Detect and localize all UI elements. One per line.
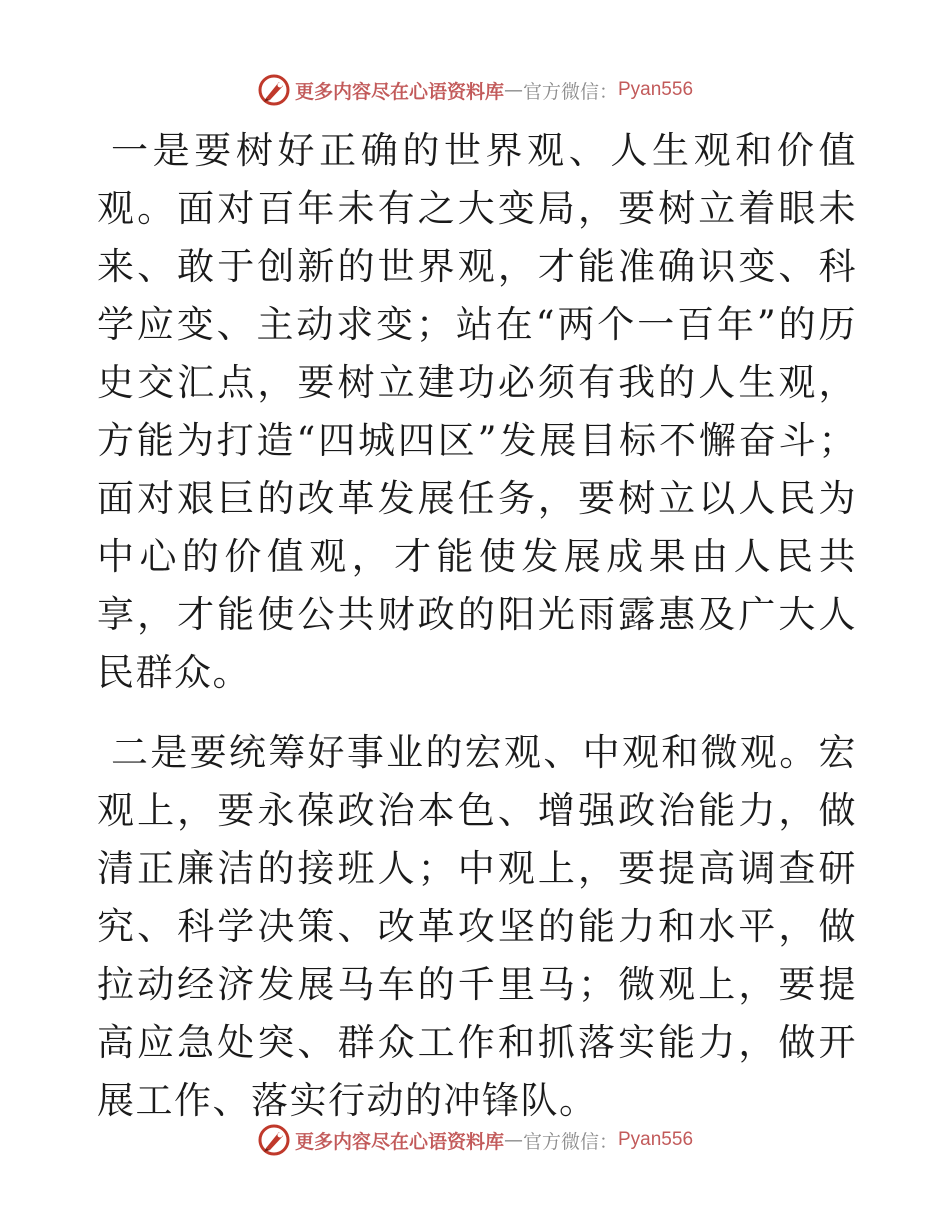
header-watermark <box>0 70 950 110</box>
watermark-site-text: 更多内容尽在心语资料库 <box>294 1130 504 1153</box>
watermark-wechat-label: 官方微信： <box>522 1130 618 1153</box>
pen-logo-icon <box>257 73 291 107</box>
watermark-site-text: 更多内容尽在心语资料库 <box>294 80 504 103</box>
pen-logo-icon <box>257 1123 291 1157</box>
watermark-wechat-id: Pyan556 <box>618 1129 694 1150</box>
paragraph-1: 一是要树好正确的世界观、人生观和价值观。面对百年未有之大变局，要树立着眼未来、敢于创新的世界观，才能准确识变、科学应变、主动求变；站在“两个一百年”的历史交汇点，要树立建功必须有我的人生观，方能为打造“四城四区”发展目标不懈奋斗；面对艰巨的改革发展任务，要树立以人民为中心的价值观，才能使发展成果由人民共享，才能使公共财政的阳光雨露惠及广大人民群众。 <box>97 129 857 694</box>
watermark-wechat-id: Pyan556 <box>618 79 694 100</box>
paragraph-2: 二是要统筹好事业的宏观、中观和微观。宏观上，要永葆政治本色、增强政治能力，做清正廉洁的接班人；中观上，要提高调查研究、科学决策、改革攻坚的能力和水平，做拉动经济发展马车的千里马；微观上，要提高应急处突、群众工作和抓落实能力，做开展工作、落实行动的冲锋队。 <box>97 731 857 1122</box>
footer-watermark <box>0 1120 950 1160</box>
document-body <box>97 122 857 1130</box>
watermark-separator: — <box>503 1129 523 1151</box>
watermark-wechat-label: 官方微信： <box>522 80 618 103</box>
watermark-separator: — <box>503 79 523 101</box>
